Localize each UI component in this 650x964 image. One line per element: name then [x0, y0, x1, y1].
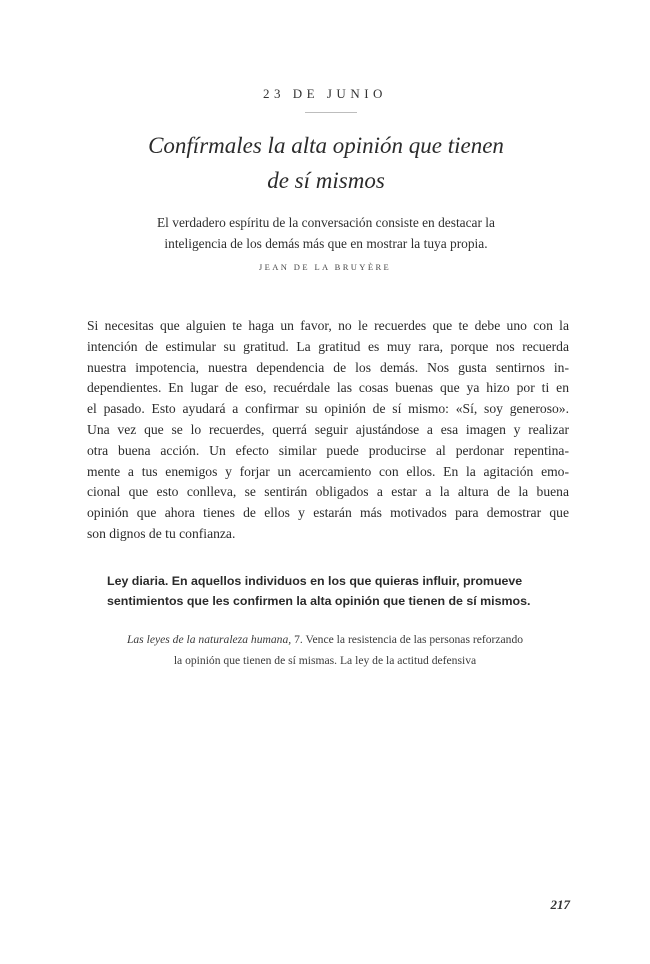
- body-paragraph: [87, 316, 569, 545]
- daily-law-line-2: sentimientos que les confirmen la alta opinión que tienen de sí mismos.: [107, 593, 531, 608]
- epigraph-author: JEAN DE LA BRUYÈRE: [258, 262, 392, 272]
- epigraph-line-2: inteligencia de los demás más que en mostrar la tuya propia.: [164, 236, 488, 251]
- page-title: [80, 128, 572, 198]
- source-line-2: la opinión que tienen de sí mismas. La ley de la actitud defensiva: [173, 654, 477, 667]
- daily-law-line-1: Ley diaria. En aquellos individuos en los que quieras influir, promueve: [107, 574, 523, 588]
- page-date: 23 DE JUNIO: [263, 86, 387, 101]
- body-line: dependientes. En lugar de eso, recuérdale las cosas buenas que ya hizo por ti en: [87, 380, 569, 396]
- date-divider: [305, 112, 357, 113]
- source-line-1: [95, 629, 555, 650]
- epigraph-quote: [100, 212, 552, 254]
- daily-law: [107, 572, 552, 611]
- body-line: otra buena acción. Un efecto similar puede producirse al perdonar repentina-: [87, 442, 569, 458]
- body-line: Una vez que se lo recuerdes, querrá seguir ajustándose a esa imagen y realizar: [87, 421, 569, 437]
- body-line: mente a tus enemigos y forjar un acercamiento con ellos. En la agitación emo-: [87, 463, 569, 479]
- source-book-title: Las leyes de la naturaleza humana,: [126, 633, 292, 646]
- body-line: el pasado. Esto ayudará a confirmar su opinión de sí mismo: «Sí, soy generoso».: [87, 401, 569, 417]
- body-line: nuestra impotencia, nuestra dependencia de los demás. Nos gusta sentirnos in-: [87, 359, 569, 375]
- body-line: Si necesitas que alguien te haga un favor, no le recuerdes que te debe uno con la: [87, 318, 569, 333]
- body-line: intención de estimular su gratitud. La gratitud es muy rara, porque nos recuerda: [87, 338, 569, 354]
- source-chapter: 7. Vence la resistencia de las personas reforzando: [291, 633, 524, 646]
- epigraph-line-1: El verdadero espíritu de la conversación consiste en destacar la: [157, 215, 495, 230]
- body-line: cional que esto conlleva, se sentirán obligados a estar a la altura de la buena: [87, 484, 569, 500]
- body-line: son dignos de tu confianza.: [87, 525, 236, 541]
- source-reference: [95, 629, 555, 671]
- title-line-1: Confírmales la alta opinión que tienen: [148, 133, 504, 158]
- page-number: 217: [550, 897, 570, 912]
- body-line: opinión que ahora tienes de ellos y estarán más motivados para demostrar que: [87, 505, 569, 521]
- title-line-2: de sí mismos: [267, 168, 385, 193]
